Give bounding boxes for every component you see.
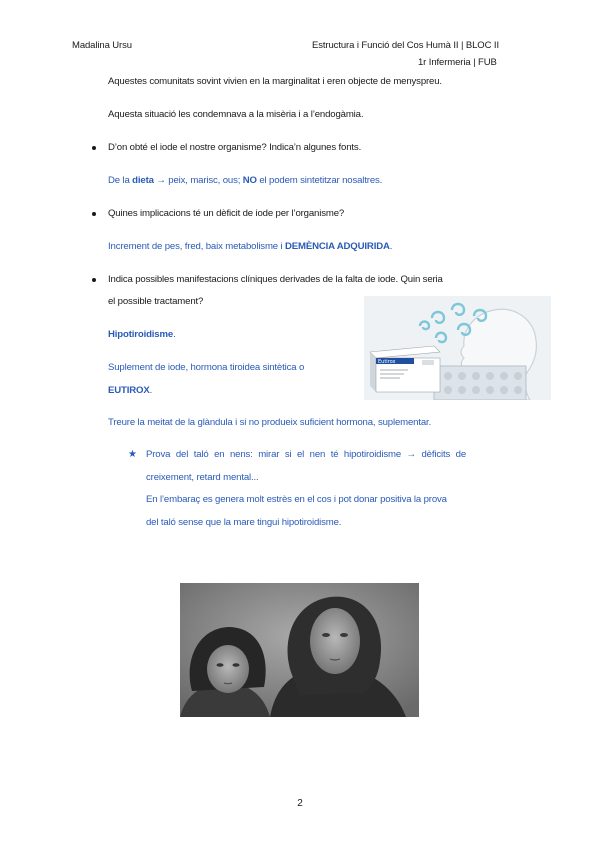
star-icon: ★ bbox=[128, 449, 137, 460]
answer-3-bold-end: . bbox=[149, 385, 153, 396]
star-line-3: En l’embaraç es genera molt estrès en el cos i pot donar positiva la prova bbox=[146, 494, 447, 505]
thyroid-medicine-illustration bbox=[364, 296, 551, 400]
paragraph-1: Aquestes comunitats sovint vivien en la marginalitat i eren objecte de menyspreu. bbox=[108, 76, 442, 87]
page-number: 2 bbox=[297, 798, 303, 809]
bullet-icon bbox=[92, 212, 96, 216]
header-program: 1r Infermeria | FUB bbox=[418, 57, 497, 68]
answer-3-bold: EUTIROX bbox=[108, 385, 150, 396]
bullet-icon bbox=[92, 278, 96, 282]
answer-2 bbox=[108, 240, 392, 253]
answer-2-bold: DEMÈNCIA ADQUIRIDA bbox=[284, 241, 390, 252]
question-3-line-2: el possible tractament? bbox=[108, 296, 204, 307]
medicine-box-label: Eutirox bbox=[378, 359, 396, 365]
historical-photo bbox=[180, 583, 419, 717]
answer-3-line-3: Treure la meitat de la glàndula i si no produeix suficient hormona, suplementar. bbox=[108, 417, 432, 428]
answer-1-text: De la bbox=[108, 175, 133, 186]
star-line-1: Prova del taló en nens: mirar si el nen té hipotiroidisme → dèficits de bbox=[146, 449, 467, 460]
mother-child-photo-illustration bbox=[180, 583, 419, 717]
answer-1-text-mid: → peix, marisc, ous; bbox=[153, 175, 243, 186]
answer-1 bbox=[108, 174, 382, 187]
question-2: Quines implicacions té un dèficit de iode per l’organisme? bbox=[108, 208, 345, 219]
question-1: D’on obté el iode el nostre organisme? Indica’n algunes fonts. bbox=[108, 142, 362, 153]
answer-2-text: Increment de pes, fred, baix metabolisme i bbox=[108, 241, 285, 252]
answer-3-title bbox=[108, 328, 176, 341]
paragraph-2: Aquesta situació les condemnava a la misèria i a l’endogàmia. bbox=[108, 109, 364, 120]
answer-3-title-bold: Hipotiroidisme bbox=[108, 329, 174, 340]
bullet-icon bbox=[92, 146, 96, 150]
answer-3-title-end: . bbox=[173, 329, 176, 340]
answer-1-text-end: el podem sintetitzar nosaltres. bbox=[256, 175, 383, 186]
thyroid-medicine-image bbox=[364, 296, 551, 400]
answer-3-line-1: Suplement de iode, hormona tiroidea sintètica o bbox=[108, 362, 305, 373]
star-line-4: del taló sense que la mare tingui hipotiroidisme. bbox=[146, 517, 342, 528]
answer-1-bold-no: NO bbox=[242, 175, 257, 186]
answer-2-text-end: . bbox=[389, 241, 393, 252]
header-author: Madalina Ursu bbox=[72, 40, 132, 51]
question-3-line-1: Indica possibles manifestacions clíniques derivades de la falta de iode. Quin seria bbox=[108, 274, 443, 285]
answer-1-bold-diet: dieta bbox=[132, 175, 154, 186]
header-course: Estructura i Funció del Cos Humà II | BLOC II bbox=[312, 40, 499, 51]
star-line-2: creixement, retard mental... bbox=[146, 472, 259, 483]
answer-3-line-2 bbox=[108, 384, 152, 397]
